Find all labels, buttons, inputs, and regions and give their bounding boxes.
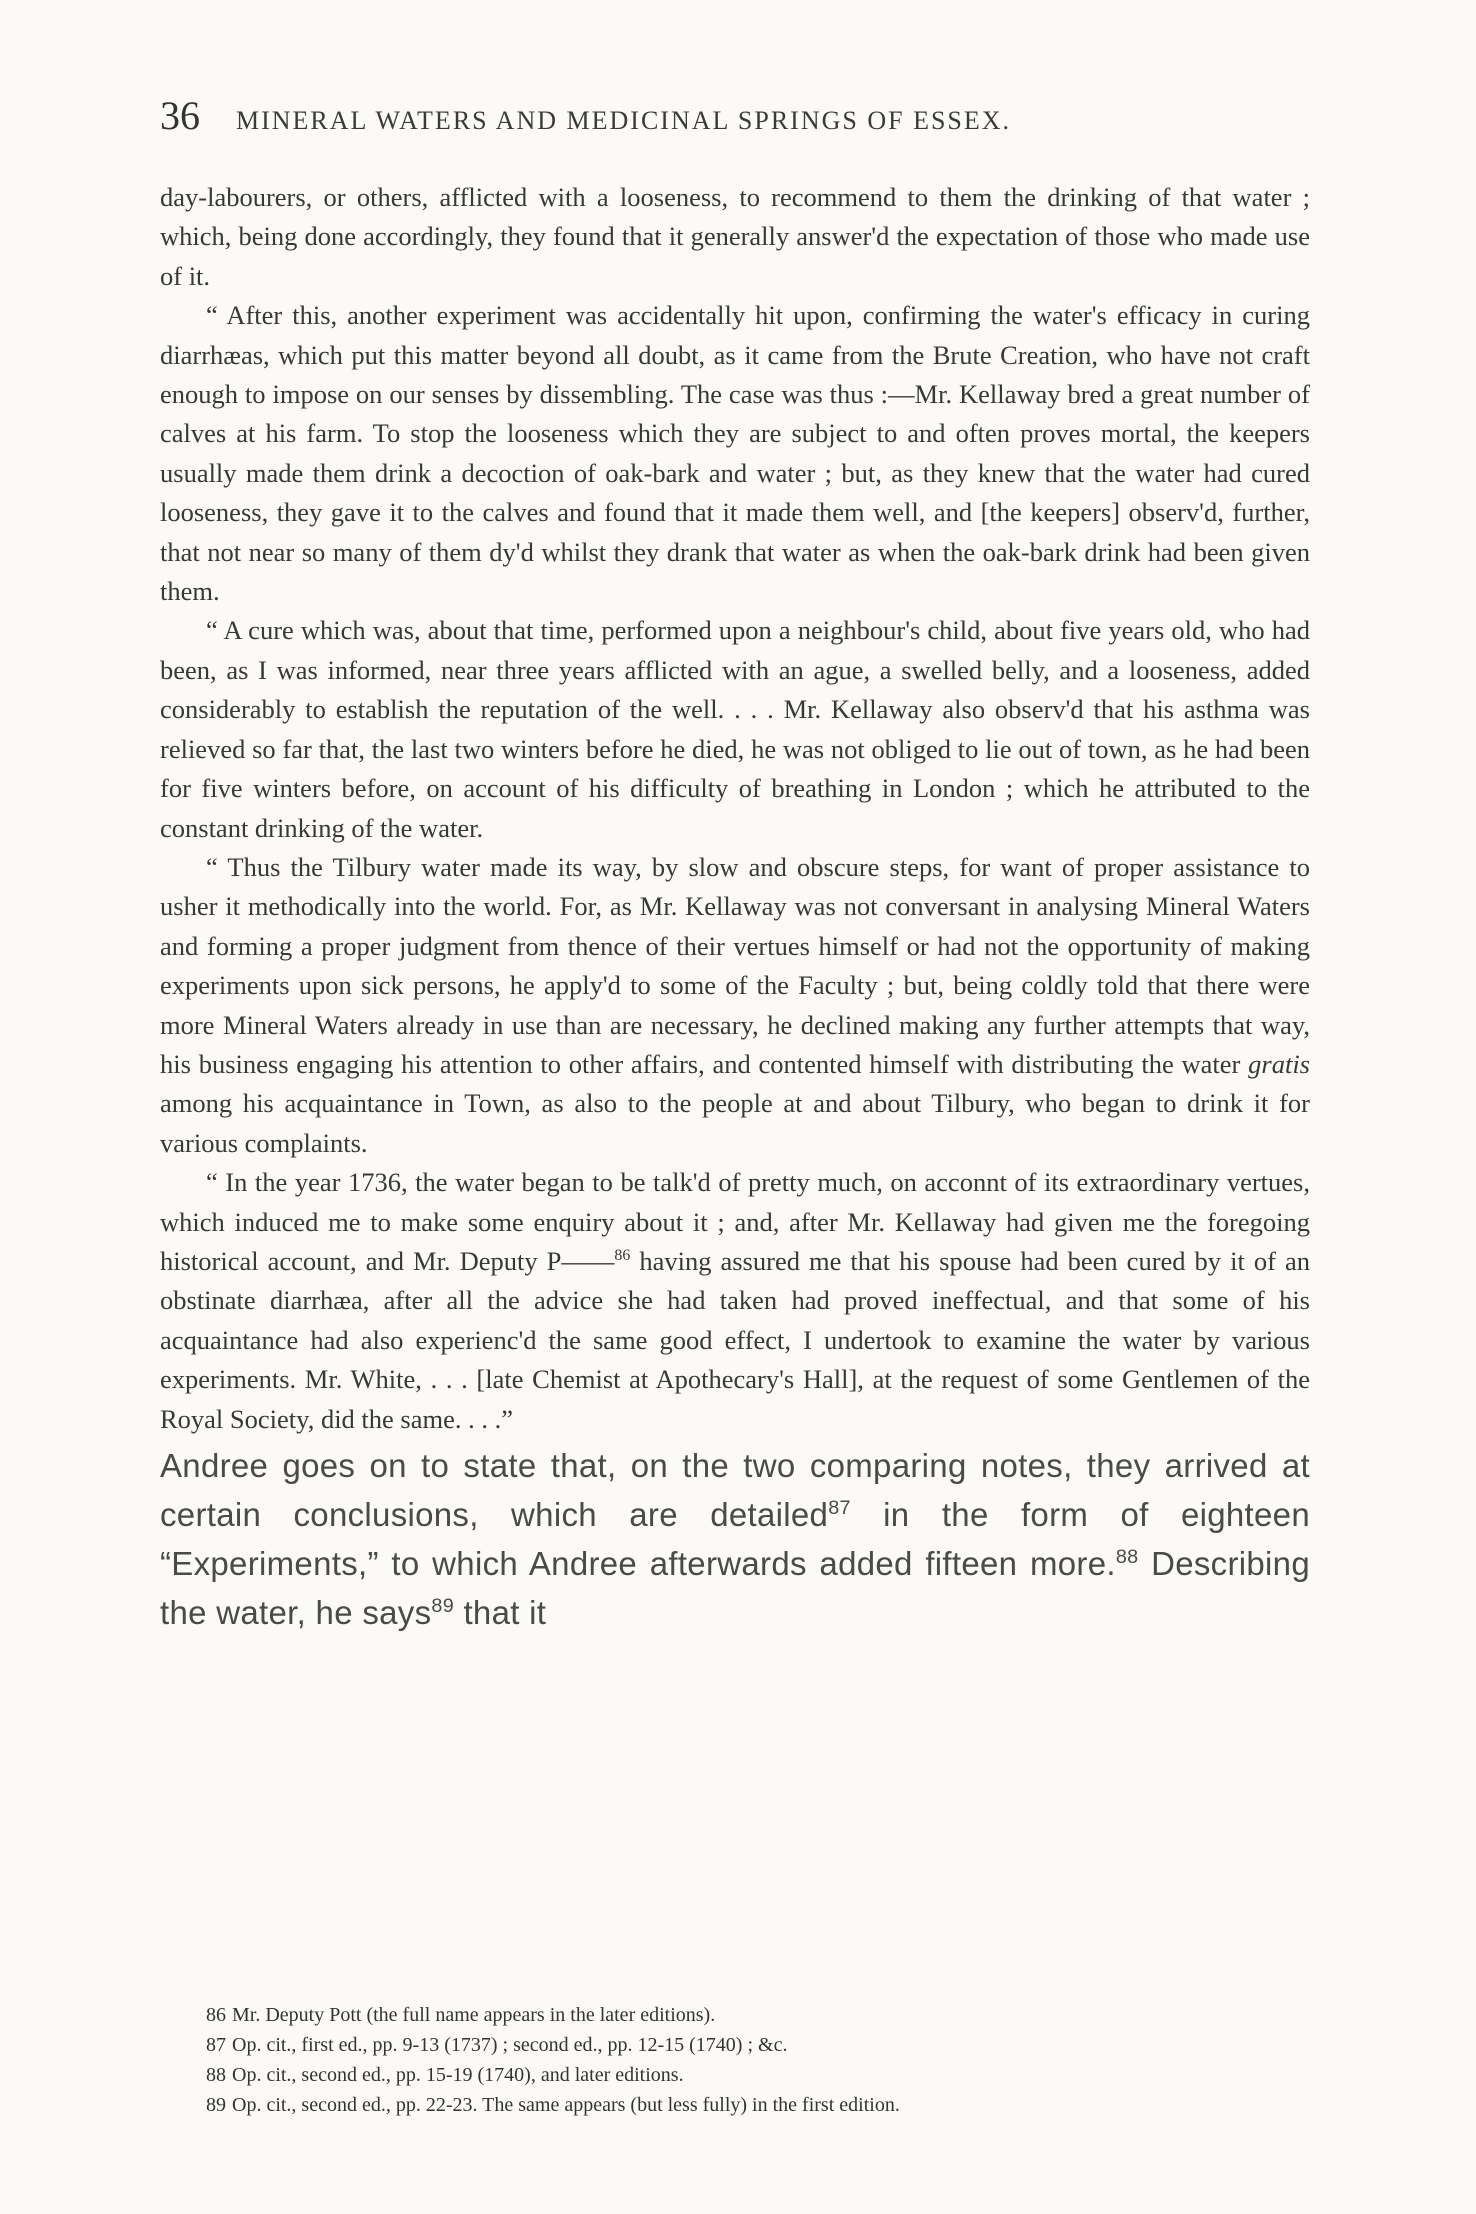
footnote-text: Op. cit., first ed., pp. 9-13 (1737) ; second ed., pp. 12-15 (1740) ; &c. xyxy=(232,2034,788,2056)
paragraph-3: “ A cure which was, about that time, performed upon a neighbour's child, about five years old, who had been, as I was informed, near three years afflicted with an ague, a swelled belly, and a looseness, added considerably to establish the reputation of the well. . . . Mr. Kellaway also observ'd that his asthma was relieved so far that, the last two winters before he died, he was not obliged to lie out of town, as he had been for five winters before, on account of his difficulty of breathing in London ; which he attributed to the constant drinking of the water. xyxy=(160,615,1310,843)
footnote xyxy=(206,2060,1306,2090)
footnote xyxy=(206,2090,1306,2120)
paragraph-4-text-b: among his acquaintance in Town, as also to the people at and about Tilbury, who began to drink it for various complaints. xyxy=(160,1088,1310,1158)
footnote xyxy=(206,2000,1306,2030)
footnote-text: Op. cit., second ed., pp. 22-23. The same appears (but less fully) in the first edition. xyxy=(232,2094,900,2116)
footnote-number: 89 xyxy=(206,2094,226,2116)
paragraph-6-text-c: Describing the water, he says xyxy=(160,1545,1310,1631)
page-header xyxy=(160,92,1320,139)
footnote-ref-89: 89 xyxy=(431,1595,454,1617)
paragraph-6-text-d: that it xyxy=(454,1594,547,1631)
paragraph-5-text-b: having assured me that his spouse had been cured by it of an obstinate diarrhæa, after all the advice she had taken had proved ineffectual, and that some of his acquaintance had also experienc'd the same good effect, I undertook to examine the water by various experiments. Mr. White, . . . [late Chemist at Apothecary's Hall], at the request of some Gentlemen of the Royal Society, did the same. . . .” xyxy=(160,1245,1310,1434)
footnote-number: 87 xyxy=(206,2034,226,2056)
paragraph-6-text-b: in the form of eighteen “Experiments,” to which Andree afterwards added fifteen more. xyxy=(160,1496,1310,1582)
running-title: MINERAL WATERS AND MEDICINAL SPRINGS OF ESSEX. xyxy=(236,106,1012,135)
paragraph-6 xyxy=(160,1441,1310,1637)
gratis-italic: gratis xyxy=(1248,1048,1310,1079)
footnote-ref-88: 88 xyxy=(1115,1546,1139,1568)
page-number: 36 xyxy=(160,93,200,138)
paragraph-6-text-a: Andree goes on to state that, on the two comparing notes, they arrived at certain conclusions, which are detailed xyxy=(160,1447,1310,1533)
paragraph-5-text-a: “ In the year 1736, the water began to be talk'd of pretty much, on acconnt of its extraordinary vertues, which induced me to make some enquiry about it ; and, after Mr. Kellaway had given me the foregoing historical account, and Mr. Deputy P—— xyxy=(160,1167,1310,1276)
paragraph-2: “ After this, another experiment was accidentally hit upon, confirming the water's efficacy in curing diarrhæas, which put this matter beyond all doubt, as it came from the Brute Creation, who have not craft enough to impose on our senses by dissembling. The case was thus :—Mr. Kellaway bred a great number of calves at his farm. To stop the looseness which they are subject to and often proves mortal, the keepers usually made them drink a decoction of oak-bark and water ; but, as they knew that the water had cured looseness, they gave it to the calves and found that it made them well, and [the keepers] observ'd, further, that not near so many of them dy'd whilst they drank that water as when the oak-bark drink had been given them. xyxy=(160,300,1310,607)
paragraph-4-text-a: “ Thus the Tilbury water made its way, by slow and obscure steps, for want of proper assistance to usher it methodically into the world. For, as Mr. Kellaway was not conversant in analysing Mineral Waters and forming a proper judgment from thence of their vertues himself or had not the opportunity of making experiments upon sick persons, he apply'd to some of the Faculty ; but, being coldly told that there were more Mineral Waters already in use than are necessary, he declined making any further attempts that way, his business engaging his attention to other affairs, and contented himself with distributing the water xyxy=(160,851,1310,1079)
paragraph-1: day-labourers, or others, afflicted with a looseness, to recommend to them the drinking of that water ; which, being done accordingly, they found that it generally answer'd the expectation of those who made use of it. xyxy=(160,182,1310,291)
footnote-text: Mr. Deputy Pott (the full name appears in the later editions). xyxy=(232,2004,716,2026)
footnote xyxy=(206,2030,1306,2060)
paragraph-5 xyxy=(160,1163,1310,1439)
paragraph-4 xyxy=(160,848,1310,1163)
body-text xyxy=(160,178,1310,1637)
footnote-ref-86: 86 xyxy=(614,1247,631,1265)
footnote-number: 86 xyxy=(206,2004,226,2026)
footnote-ref-87: 87 xyxy=(828,1497,851,1519)
footnote-text: Op. cit., second ed., pp. 15-19 (1740), and later editions. xyxy=(232,2064,684,2086)
footnotes xyxy=(206,2000,1306,2120)
footnote-number: 88 xyxy=(206,2064,226,2086)
